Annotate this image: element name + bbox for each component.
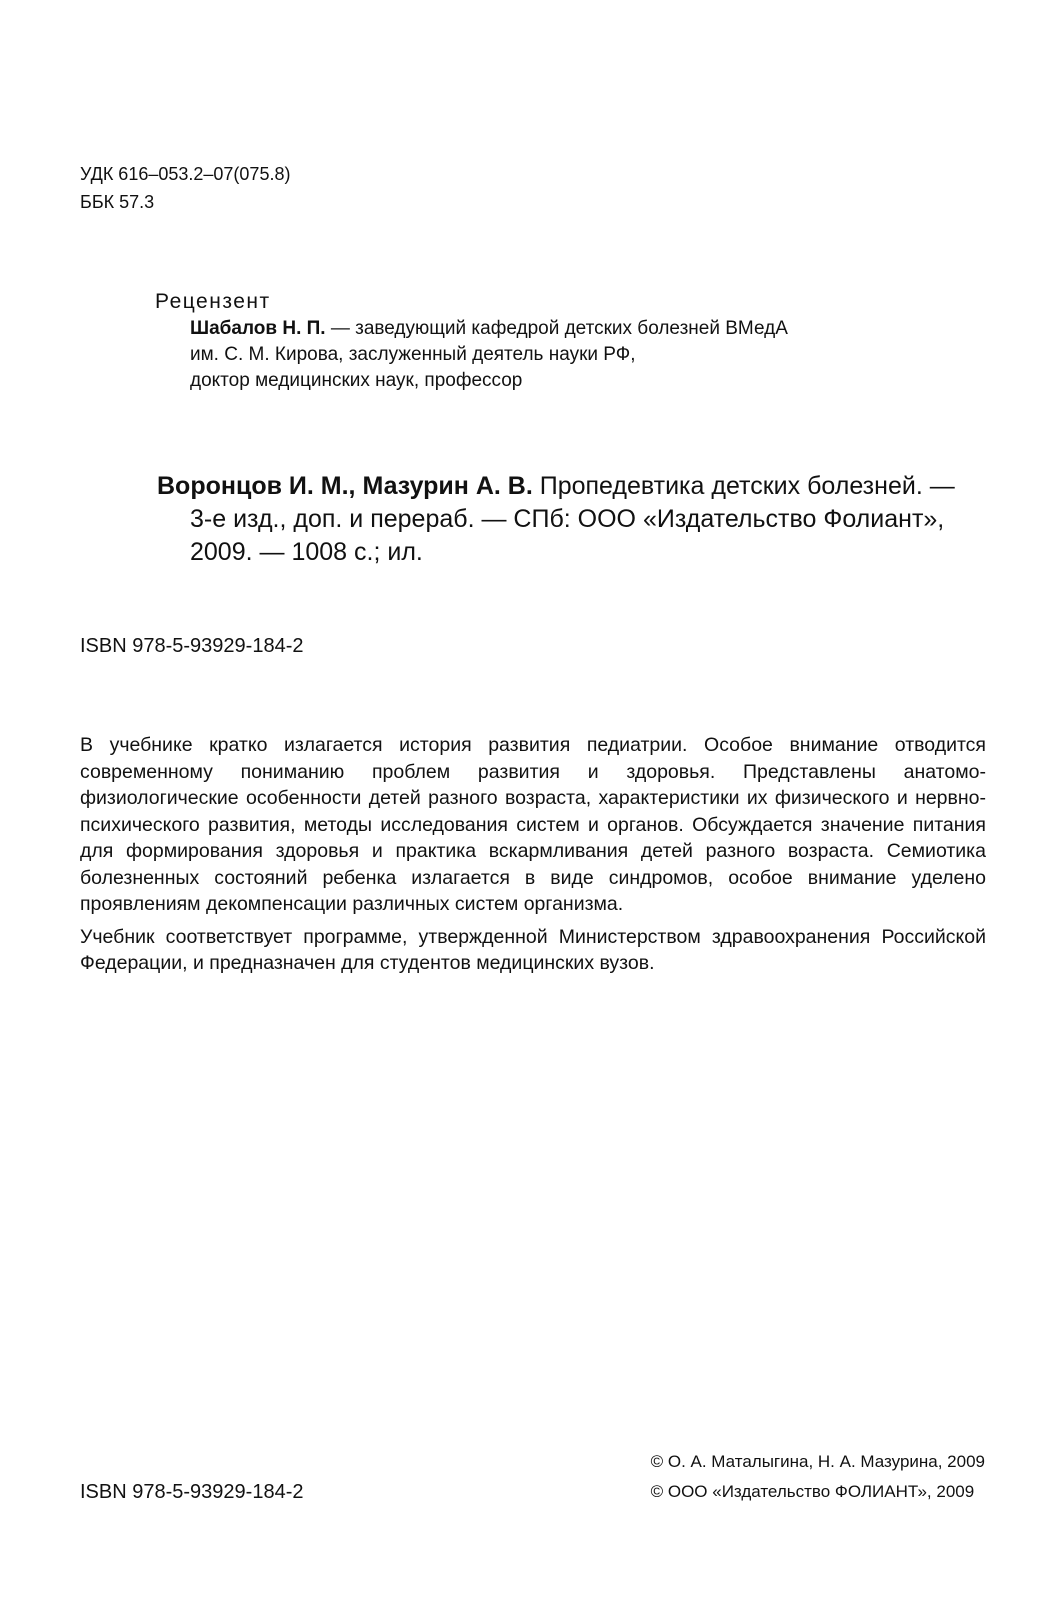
reviewer-line-3: доктор медицинских наук, профессор [190, 370, 523, 391]
biblio-line-1 [157, 470, 967, 503]
abstract [80, 732, 986, 983]
reviewer-block [155, 288, 975, 394]
biblio-title: Пропедевтика детских болезней. — [532, 472, 955, 500]
bbk-code: ББК 57.3 [80, 192, 155, 212]
abstract-paragraph-2: Учебник соответствует программе, утвержденной Министерством здравоохранения Российской Федерации, и предназначен для студентов медицинских вузов. [80, 925, 986, 974]
biblio-line-2: 3-е изд., доп. и перераб. — СПб: ООО «Издательство Фолиант», [190, 505, 945, 533]
copyright-authors: © О. А. Маталыгина, Н. А. Мазурина, 2009 [650, 1452, 985, 1471]
reviewer-heading: Рецензент [155, 290, 271, 313]
reviewer-position: — заведующий кафедрой детских болезней ВМедА [325, 318, 788, 339]
abstract-paragraph-1: В учебнике кратко излагается история развития педиатрии. Особое внимание отводится современному пониманию проблем развития и здоровья. Представлены анатомо-физиологические особенности детей разного возраста, характеристики их физического и нервно-психического развития, методы исследования систем и органов. Обсуждается значение питания для формирования здоровья и практика вскармливания детей разного возраста. Семиотика болезненных состояний ребенка излагается в виде синдромов, особое внимание уделено проявлениям декомпенсации различных систем организма. [80, 734, 986, 915]
reviewer-line-2: им. С. М. Кирова, заслуженный деятель науки РФ, [190, 344, 636, 365]
copyright-publisher: © ООО «Издательство ФОЛИАНТ», 2009 [650, 1482, 975, 1501]
classification-codes [80, 160, 290, 216]
isbn-top: ISBN 978-5-93929-184-2 [80, 635, 304, 657]
udk-code: УДК 616–053.2–07(075.8) [80, 164, 291, 184]
biblio-line-3: 2009. — 1008 с.; ил. [190, 538, 423, 566]
reviewer-name: Шабалов Н. П. [190, 318, 326, 339]
copyright-block [651, 1447, 985, 1507]
reviewer-line-1 [190, 316, 975, 342]
bibliographic-description [157, 470, 967, 569]
biblio-authors: Воронцов И. М., Мазурин А. В. [157, 472, 533, 500]
isbn-bottom: ISBN 978-5-93929-184-2 [80, 1481, 304, 1503]
